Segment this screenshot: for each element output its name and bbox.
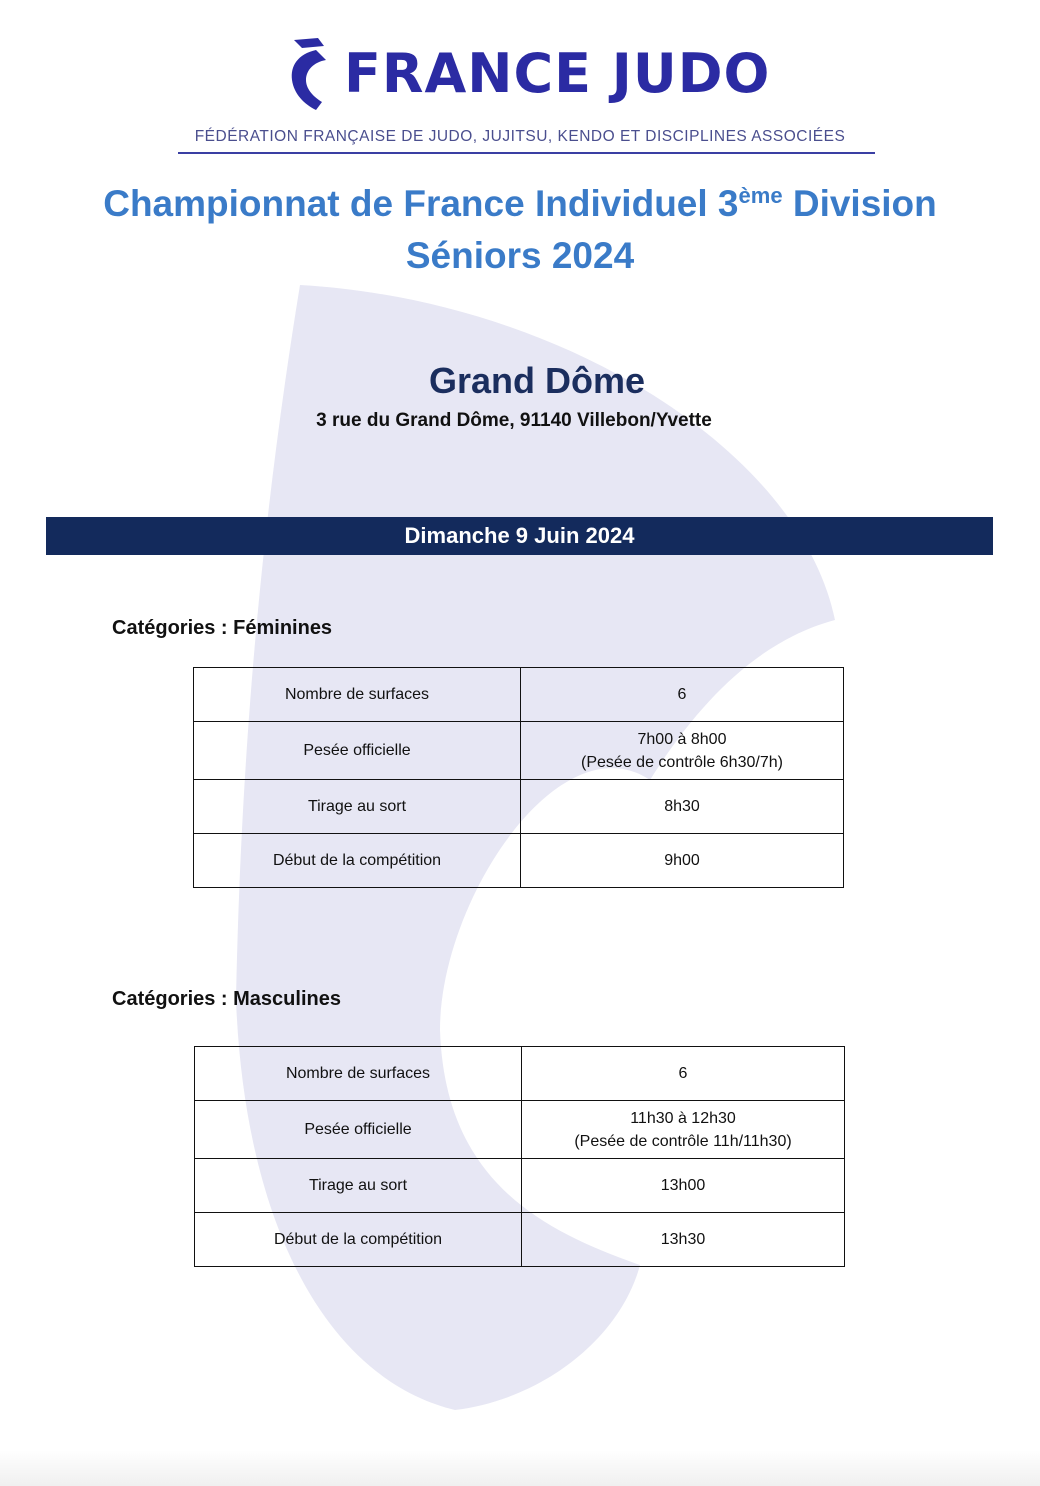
table-row (194, 780, 844, 834)
row-label: Pesée officielle (194, 722, 521, 780)
row-value (521, 668, 844, 722)
value-line: 6 (677, 686, 687, 703)
value-line: 8h30 (664, 798, 700, 815)
schedule-table-masculines (194, 1046, 845, 1267)
row-value (522, 1159, 845, 1213)
value-line: 7h00 à 8h00 (637, 730, 727, 748)
row-value (522, 1101, 845, 1159)
document-title (0, 178, 1040, 282)
row-label: Nombre de surfaces (194, 668, 521, 722)
row-label: Nombre de surfaces (195, 1047, 522, 1101)
table-row (194, 668, 844, 722)
federation-name: FÉDÉRATION FRANÇAISE DE JUDO, JUJITSU, KENDO ET DISCIPLINES ASSOCIÉES (194, 128, 846, 145)
schedule-table-feminines (193, 667, 844, 888)
venue-name: Grand Dôme (428, 360, 646, 401)
section-title-masculines: Catégories : Masculines (112, 988, 341, 1010)
table-row (194, 834, 844, 888)
section-title-feminines: Catégories : Féminines (112, 617, 333, 639)
value-line: 13h30 (660, 1231, 706, 1248)
logo-wordmark: FRANCE JUDO (344, 42, 771, 105)
france-judo-logo (286, 36, 786, 116)
value-line: 13h00 (660, 1177, 706, 1194)
title-line-2: Séniors 2024 (405, 235, 635, 276)
title-superscript: ème (738, 183, 783, 208)
row-label: Tirage au sort (195, 1159, 522, 1213)
row-label: Début de la compétition (194, 834, 521, 888)
value-note: (Pesée de contrôle 11h/11h30) (574, 1132, 792, 1150)
value-line: 11h30 à 12h30 (630, 1109, 736, 1127)
value-line: 6 (678, 1065, 688, 1082)
row-value (522, 1047, 845, 1101)
title-part: Championnat de France Individuel 3 (103, 183, 739, 224)
row-value (521, 834, 844, 888)
value-note: (Pesée de contrôle 6h30/7h) (581, 753, 783, 771)
table-row (194, 722, 844, 780)
row-label: Pesée officielle (195, 1101, 522, 1159)
venue-address: 3 rue du Grand Dôme, 91140 Villebon/Yvette (316, 410, 712, 431)
table-row (195, 1213, 845, 1267)
title-line-1 (0, 178, 1040, 230)
row-value (521, 722, 844, 780)
row-label: Début de la compétition (195, 1213, 522, 1267)
date-banner: Dimanche 9 Juin 2024 (46, 517, 993, 555)
federation-underline (178, 152, 875, 154)
value-line: 9h00 (664, 852, 700, 869)
row-label: Tirage au sort (194, 780, 521, 834)
row-value (522, 1213, 845, 1267)
title-part: Division (782, 183, 937, 224)
row-value (521, 780, 844, 834)
judo-mark-icon (286, 36, 336, 112)
page-bottom-edge (0, 1450, 1040, 1486)
table-row (195, 1047, 845, 1101)
table-row (195, 1101, 845, 1159)
table-row (195, 1159, 845, 1213)
